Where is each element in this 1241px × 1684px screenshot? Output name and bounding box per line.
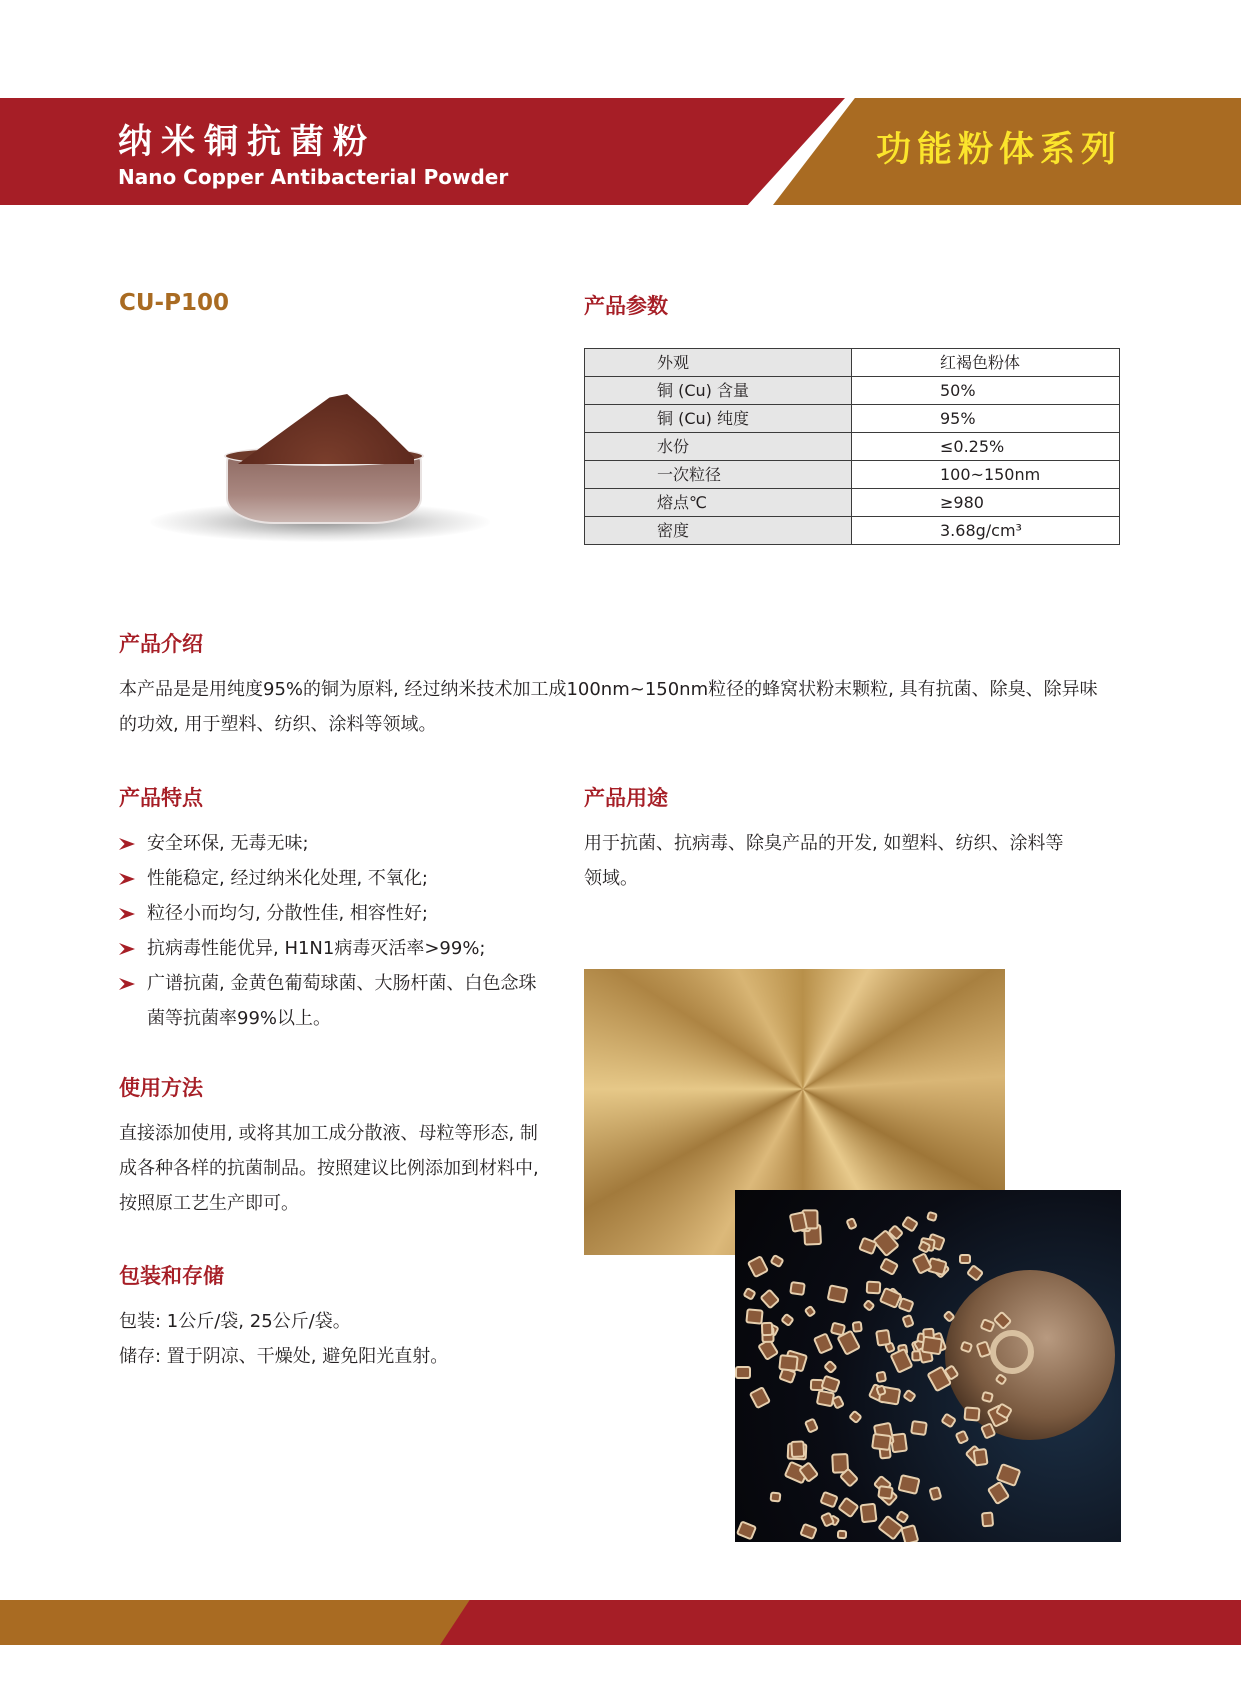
- particle-fragment: [879, 1257, 899, 1276]
- particle-fragment: [981, 1512, 995, 1528]
- usage-heading: 产品用途: [584, 786, 668, 810]
- particle-fragment: [862, 1299, 875, 1312]
- particle-fragment: [852, 1321, 863, 1333]
- particle-fragment: [859, 1503, 877, 1524]
- particle-fragment: [900, 1524, 919, 1542]
- method-heading: 使用方法: [119, 1076, 203, 1100]
- param-value: ≤0.25%: [852, 433, 1120, 461]
- particle-fragment: [747, 1255, 769, 1279]
- particle-fragment: [742, 1286, 757, 1300]
- particle-fragment: [780, 1313, 795, 1328]
- particle-fragment: [736, 1520, 758, 1540]
- footer-bar-red: [440, 1600, 1241, 1645]
- param-value: 3.68g/cm³: [852, 517, 1120, 545]
- particle-fragment: [972, 1448, 988, 1467]
- particle-fragment: [928, 1486, 942, 1501]
- particle-fragment: [837, 1497, 859, 1519]
- particle-fragment: [921, 1335, 943, 1355]
- particle-fragment: [955, 1429, 970, 1445]
- params-heading: 产品参数: [584, 294, 668, 318]
- particle-fragment: [769, 1491, 781, 1502]
- particle-fragment: [877, 1485, 894, 1500]
- param-value: 95%: [852, 405, 1120, 433]
- particle-fragment: [875, 1329, 891, 1347]
- product-image: [140, 380, 500, 550]
- particle-fragment: [964, 1406, 982, 1421]
- particle-fragment: [812, 1332, 833, 1355]
- page-title-en: Nano Copper Antibacterial Powder: [118, 165, 509, 189]
- particle-fragment: [790, 1440, 805, 1458]
- particle-fragment: [749, 1386, 771, 1410]
- particle-fragment: [823, 1359, 838, 1374]
- series-label: 功能粉体系列: [876, 130, 1123, 170]
- product-model: CU-P100: [119, 290, 229, 316]
- particle-fragment: [819, 1491, 838, 1509]
- particle-fragment: [746, 1308, 765, 1324]
- particle-fragment: [760, 1288, 781, 1309]
- particle-fragment: [778, 1354, 799, 1372]
- params-row: [585, 461, 1120, 489]
- particle-fragment: [735, 1366, 751, 1379]
- param-key: 外观: [585, 349, 852, 377]
- page-title-cn: 纳米铜抗菌粉: [118, 122, 376, 162]
- particle-fragment: [836, 1529, 846, 1538]
- feature-item: 性能稳定, 经过纳米化处理, 不氧化;: [119, 861, 549, 896]
- particle-fragment: [871, 1433, 892, 1452]
- usage-text: 用于抗菌、抗病毒、除臭产品的开发, 如塑料、纺织、涂料等领域。: [584, 833, 1064, 889]
- param-value: ≥980: [852, 489, 1120, 517]
- params-row: [585, 349, 1120, 377]
- intro-text: 本产品是是用纯度95%的铜为原料, 经过纳米技术加工成100nm~150nm粒径的蜂窝状粉末颗粒, 具有抗菌、除臭、除异味的功效, 用于塑料、纺织、涂料等领域。: [119, 679, 1098, 735]
- arrow-bullet-icon: [119, 908, 135, 920]
- feature-item: 广谱抗菌, 金黄色葡萄球菌、大肠杆菌、白色念珠菌等抗菌率99%以上。: [119, 966, 549, 1036]
- virus-particles-image: [735, 1190, 1121, 1542]
- param-key: 水份: [585, 433, 852, 461]
- particle-fragment: [866, 1281, 881, 1294]
- param-key: 密度: [585, 517, 852, 545]
- particle-fragment: [987, 1481, 1011, 1506]
- arrow-bullet-icon: [119, 873, 135, 885]
- particle-fragment: [959, 1254, 971, 1264]
- particle-fragment: [965, 1264, 984, 1282]
- intro-heading: 产品介绍: [119, 632, 203, 656]
- param-key: 一次粒径: [585, 461, 852, 489]
- powder-pile: [238, 394, 414, 464]
- particle-fragment: [803, 1418, 818, 1434]
- param-key: 铜 (Cu) 含量: [585, 377, 852, 405]
- footer-bar-gold: [0, 1600, 475, 1645]
- feature-item: 安全环保, 无毒无味;: [119, 826, 549, 861]
- particle-fragment: [910, 1420, 928, 1436]
- feature-item: 粒径小而均匀, 分散性佳, 相容性好;: [119, 896, 549, 931]
- particle-fragment: [804, 1305, 817, 1319]
- features-list: [119, 826, 549, 1036]
- particle-fragment: [848, 1409, 863, 1424]
- particle-fragment: [816, 1389, 836, 1407]
- particle-fragment: [761, 1321, 774, 1336]
- storage-heading: 包装和存储: [119, 1264, 224, 1288]
- storage-store: 储存: 置于阴凉、干燥处, 避免阳光直射。: [119, 1346, 449, 1367]
- params-table: [584, 348, 1120, 545]
- particle-fragment: [799, 1523, 818, 1541]
- particle-fragment: [770, 1254, 785, 1269]
- params-row: [585, 377, 1120, 405]
- arrow-bullet-icon: [119, 838, 135, 850]
- params-row: [585, 489, 1120, 517]
- particle-fragment: [845, 1217, 858, 1231]
- particle-fragment: [876, 1371, 887, 1384]
- param-value: 红褐色粉体: [852, 349, 1120, 377]
- params-row: [585, 433, 1120, 461]
- params-row: [585, 517, 1120, 545]
- param-key: 铜 (Cu) 纯度: [585, 405, 852, 433]
- storage-packing: 包装: 1公斤/袋, 25公斤/袋。: [119, 1311, 351, 1332]
- particle-fragment: [898, 1474, 921, 1495]
- particle-fragment: [901, 1314, 915, 1329]
- method-text: 直接添加使用, 或将其加工成分散液、母粒等形态, 制成各种各样的抗菌制品。按照建议比例添加到材料中, 按照原工艺生产即可。: [119, 1123, 539, 1214]
- features-heading: 产品特点: [119, 786, 203, 810]
- arrow-bullet-icon: [119, 978, 135, 990]
- feature-item: 抗病毒性能优异, H1N1病毒灭活率>99%;: [119, 931, 549, 966]
- particle-fragment: [940, 1412, 957, 1429]
- particle-fragment: [789, 1281, 806, 1296]
- params-row: [585, 405, 1120, 433]
- particle-fragment: [902, 1389, 917, 1404]
- particle-fragment: [827, 1284, 849, 1303]
- param-key: 熔点℃: [585, 489, 852, 517]
- param-value: 100~150nm: [852, 461, 1120, 489]
- particle-fragment: [926, 1211, 938, 1222]
- arrow-bullet-icon: [119, 943, 135, 955]
- param-value: 50%: [852, 377, 1120, 405]
- virus-core: [990, 1330, 1034, 1374]
- particle-fragment: [901, 1215, 919, 1232]
